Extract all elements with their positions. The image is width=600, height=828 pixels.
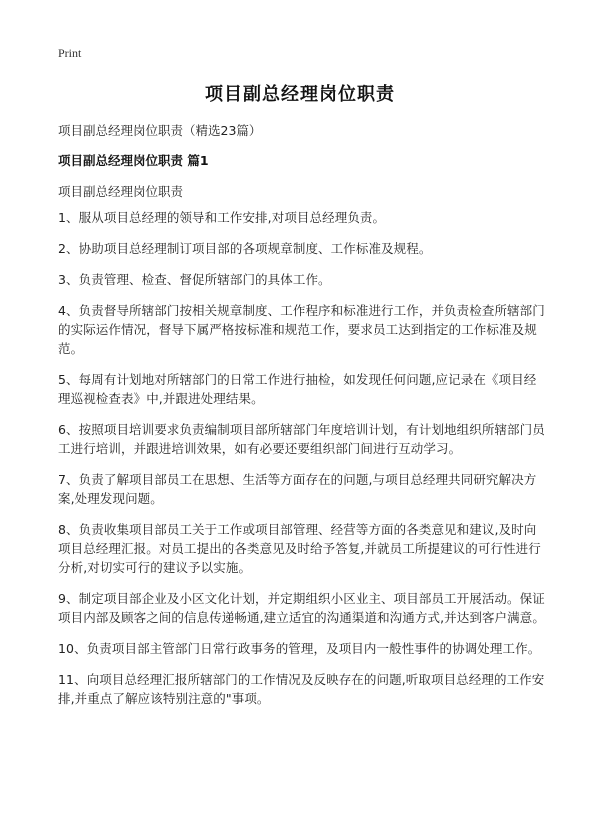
print-label[interactable]: Print	[58, 46, 82, 60]
duty-item-4: 4、负责督导所辖部门按相关规章制度、工作程序和标准进行工作，并负责检查所辖部门的实际运作情况，督导下属严格按标准和规范工作，要求员工达到指定的工作标准及规范。	[58, 303, 545, 356]
duty-item-8: 8、负责收集项目部员工关于工作或项目部管理、经营等方面的各类意见和建议,及时向项目总经理汇报。对员工提出的各类意见及时给予答复,并就员工所提建议的可行性进行分析,对切实可行的建议予以实施。	[58, 522, 541, 575]
page-title: 项目副总经理岗位职责	[205, 84, 395, 105]
duty-item-5: 5、每周有计划地对所辖部门的日常工作进行抽检，如发现任何问题,应记录在《项目经理巡视检查表》中,并跟进处理结果。	[58, 372, 537, 406]
section-intro: 项目副总经理岗位职责	[58, 184, 184, 199]
duties-list	[58, 208, 548, 720]
duty-item-6: 6、按照项目培训要求负责编制项目部所辖部门年度培训计划，有计划地组织所辖部门员工进行培训，并跟进培训效果，如有必要还要组织部门间进行互动学习。	[58, 422, 545, 456]
duty-item-3: 3、负责管理、检查、督促所辖部门的具体工作。	[58, 272, 331, 287]
document-subtitle: 项目副总经理岗位职责（精选23篇）	[58, 123, 262, 138]
duty-item-10: 10、负责项目部主管部门日常行政事务的管理，及项目内一般性事件的协调处理工作。	[58, 641, 541, 656]
duty-item-1: 1、服从项目总经理的领导和工作安排,对项目总经理负责。	[58, 210, 386, 225]
duty-item-9: 9、制定项目部企业及小区文化计划，并定期组织小区业主、项目部员工开展活动。保证项目内部及顾客之间的信息传递畅通,建立适宜的沟通渠道和沟通方式,并达到客户满意。	[58, 591, 545, 625]
duty-item-7: 7、负责了解项目部员工在思想、生活等方面存在的问题,与项目总经理共同研究解决方案,处理发现问题。	[58, 472, 537, 506]
duty-item-11: 11、向项目总经理汇报所辖部门的工作情况及反映存在的问题,听取项目总经理的工作安排,并重点了解应该特别注意的"事项。	[58, 672, 545, 706]
duty-item-2: 2、协助项目总经理制订项目部的各项规章制度、工作标准及规程。	[58, 241, 432, 256]
section-heading: 项目副总经理岗位职责 篇1	[58, 153, 209, 168]
